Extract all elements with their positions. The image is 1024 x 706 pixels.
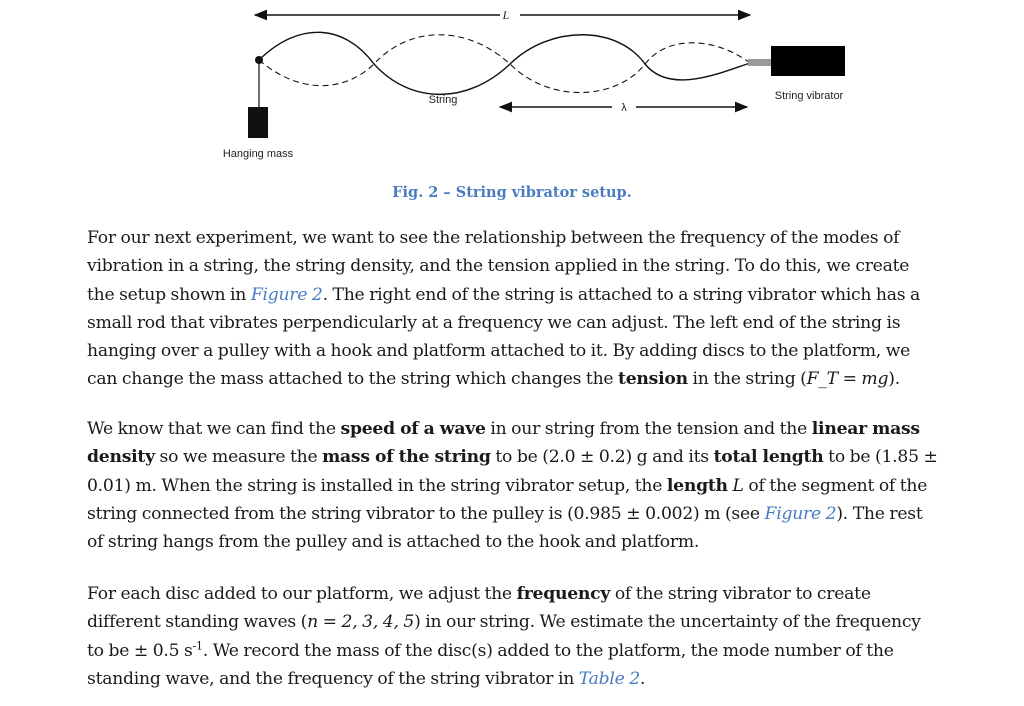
term: mass of the string (322, 447, 491, 468)
p1-line-6 (87, 365, 987, 393)
text: the setup shown in (87, 284, 251, 305)
text: ). The rest (836, 503, 923, 524)
exponent: -1 (192, 638, 203, 652)
string-vibrator-diagram (0, 0, 1024, 215)
table-2-link[interactable]: Table 2 (578, 668, 640, 689)
text: . (639, 668, 646, 689)
hanging-mass-label: Hanging mass (222, 148, 294, 160)
p3-line-2 (87, 608, 987, 636)
text: standing wave, and the frequency of the string vibrator in (87, 668, 579, 689)
p1-line-4: small rod that vibrates perpendicularly at a frequency we can adjust. The left end of the string is (87, 312, 901, 333)
text: ). (888, 369, 900, 390)
figure-2-link[interactable]: Figure 2 (250, 284, 323, 305)
text: We know that we can find the (87, 419, 341, 439)
p3-line-4 (87, 665, 987, 693)
vibrator-rod (748, 59, 772, 66)
p3-line-1 (87, 580, 987, 608)
paragraph-procedure (87, 580, 987, 693)
term: density (87, 447, 155, 468)
text: of the segment of the (743, 475, 928, 496)
paragraph-setup (87, 224, 987, 394)
term: total length (713, 447, 824, 468)
tension-term: tension (618, 369, 688, 390)
term: speed of a wave (340, 419, 486, 439)
p2-line-5: of string hangs from the pulley and is attached to the hook and platform. (87, 532, 700, 553)
text: of the string vibrator to create (610, 584, 871, 604)
tension-formula: F_T = mg (806, 369, 889, 390)
text: ) in our string. We estimate the uncertainty of the frequency (414, 612, 921, 633)
term: frequency (516, 584, 611, 604)
text: to be (2.0 ± 0.2) g and its (490, 447, 714, 468)
term: length (666, 475, 728, 496)
text: in the string ( (687, 369, 807, 390)
text: in our string from the tension and the (485, 419, 812, 439)
vibrator-block (771, 46, 845, 76)
mode-numbers: n = 2, 3, 4, 5 (307, 612, 415, 633)
wave-envelope-dashed (259, 35, 750, 93)
term: linear mass (811, 419, 920, 439)
p2-line-2 (87, 443, 987, 471)
wavelength-label: λ (621, 102, 627, 114)
text: so we measure the (154, 447, 323, 468)
p1-line-2: vibration in a string, the string density, and the tension applied in the string. To do this, we create (87, 256, 910, 277)
p2-line-4 (87, 500, 987, 528)
text: . We record the mass of the disc(s) added to the platform, the mode number of the (202, 640, 894, 661)
text: different standing waves ( (87, 612, 308, 633)
text: 0.01) m. When the string is installed in the string vibrator setup, the (87, 475, 667, 496)
string-label: String (428, 94, 458, 106)
p1-line-3 (87, 281, 987, 309)
text: to be (1.85 ± (823, 447, 938, 468)
figure-2-link[interactable]: Figure 2 (764, 503, 837, 524)
text: For each disc added to our platform, we adjust the (87, 584, 517, 604)
p3-line-3 (87, 637, 987, 665)
text: . The right end of the string is attached to a string vibrator which has a (322, 284, 921, 305)
figure-caption: Fig. 2 – String vibrator setup. (392, 184, 632, 201)
text: to be ± 0.5 s (87, 640, 193, 661)
paragraph-measurements (87, 415, 987, 556)
text: can change the mass attached to the string which changes the (87, 369, 619, 390)
p1-line-5: hanging over a pulley with a hook and platform attached to it. By adding discs to the platform, we (87, 341, 911, 362)
length-label: L (502, 8, 510, 22)
p2-line-3 (87, 472, 987, 500)
length-variable: L (732, 475, 744, 496)
p1-line-1: For our next experiment, we want to see the relationship between the frequency of the modes of (87, 228, 900, 248)
vibrator-label: String vibrator (774, 90, 844, 102)
text: string connected from the string vibrator to the pulley is (0.985 ± 0.002) m (see (87, 503, 765, 524)
p2-line-1 (87, 415, 987, 443)
hanging-mass-block (248, 107, 268, 138)
